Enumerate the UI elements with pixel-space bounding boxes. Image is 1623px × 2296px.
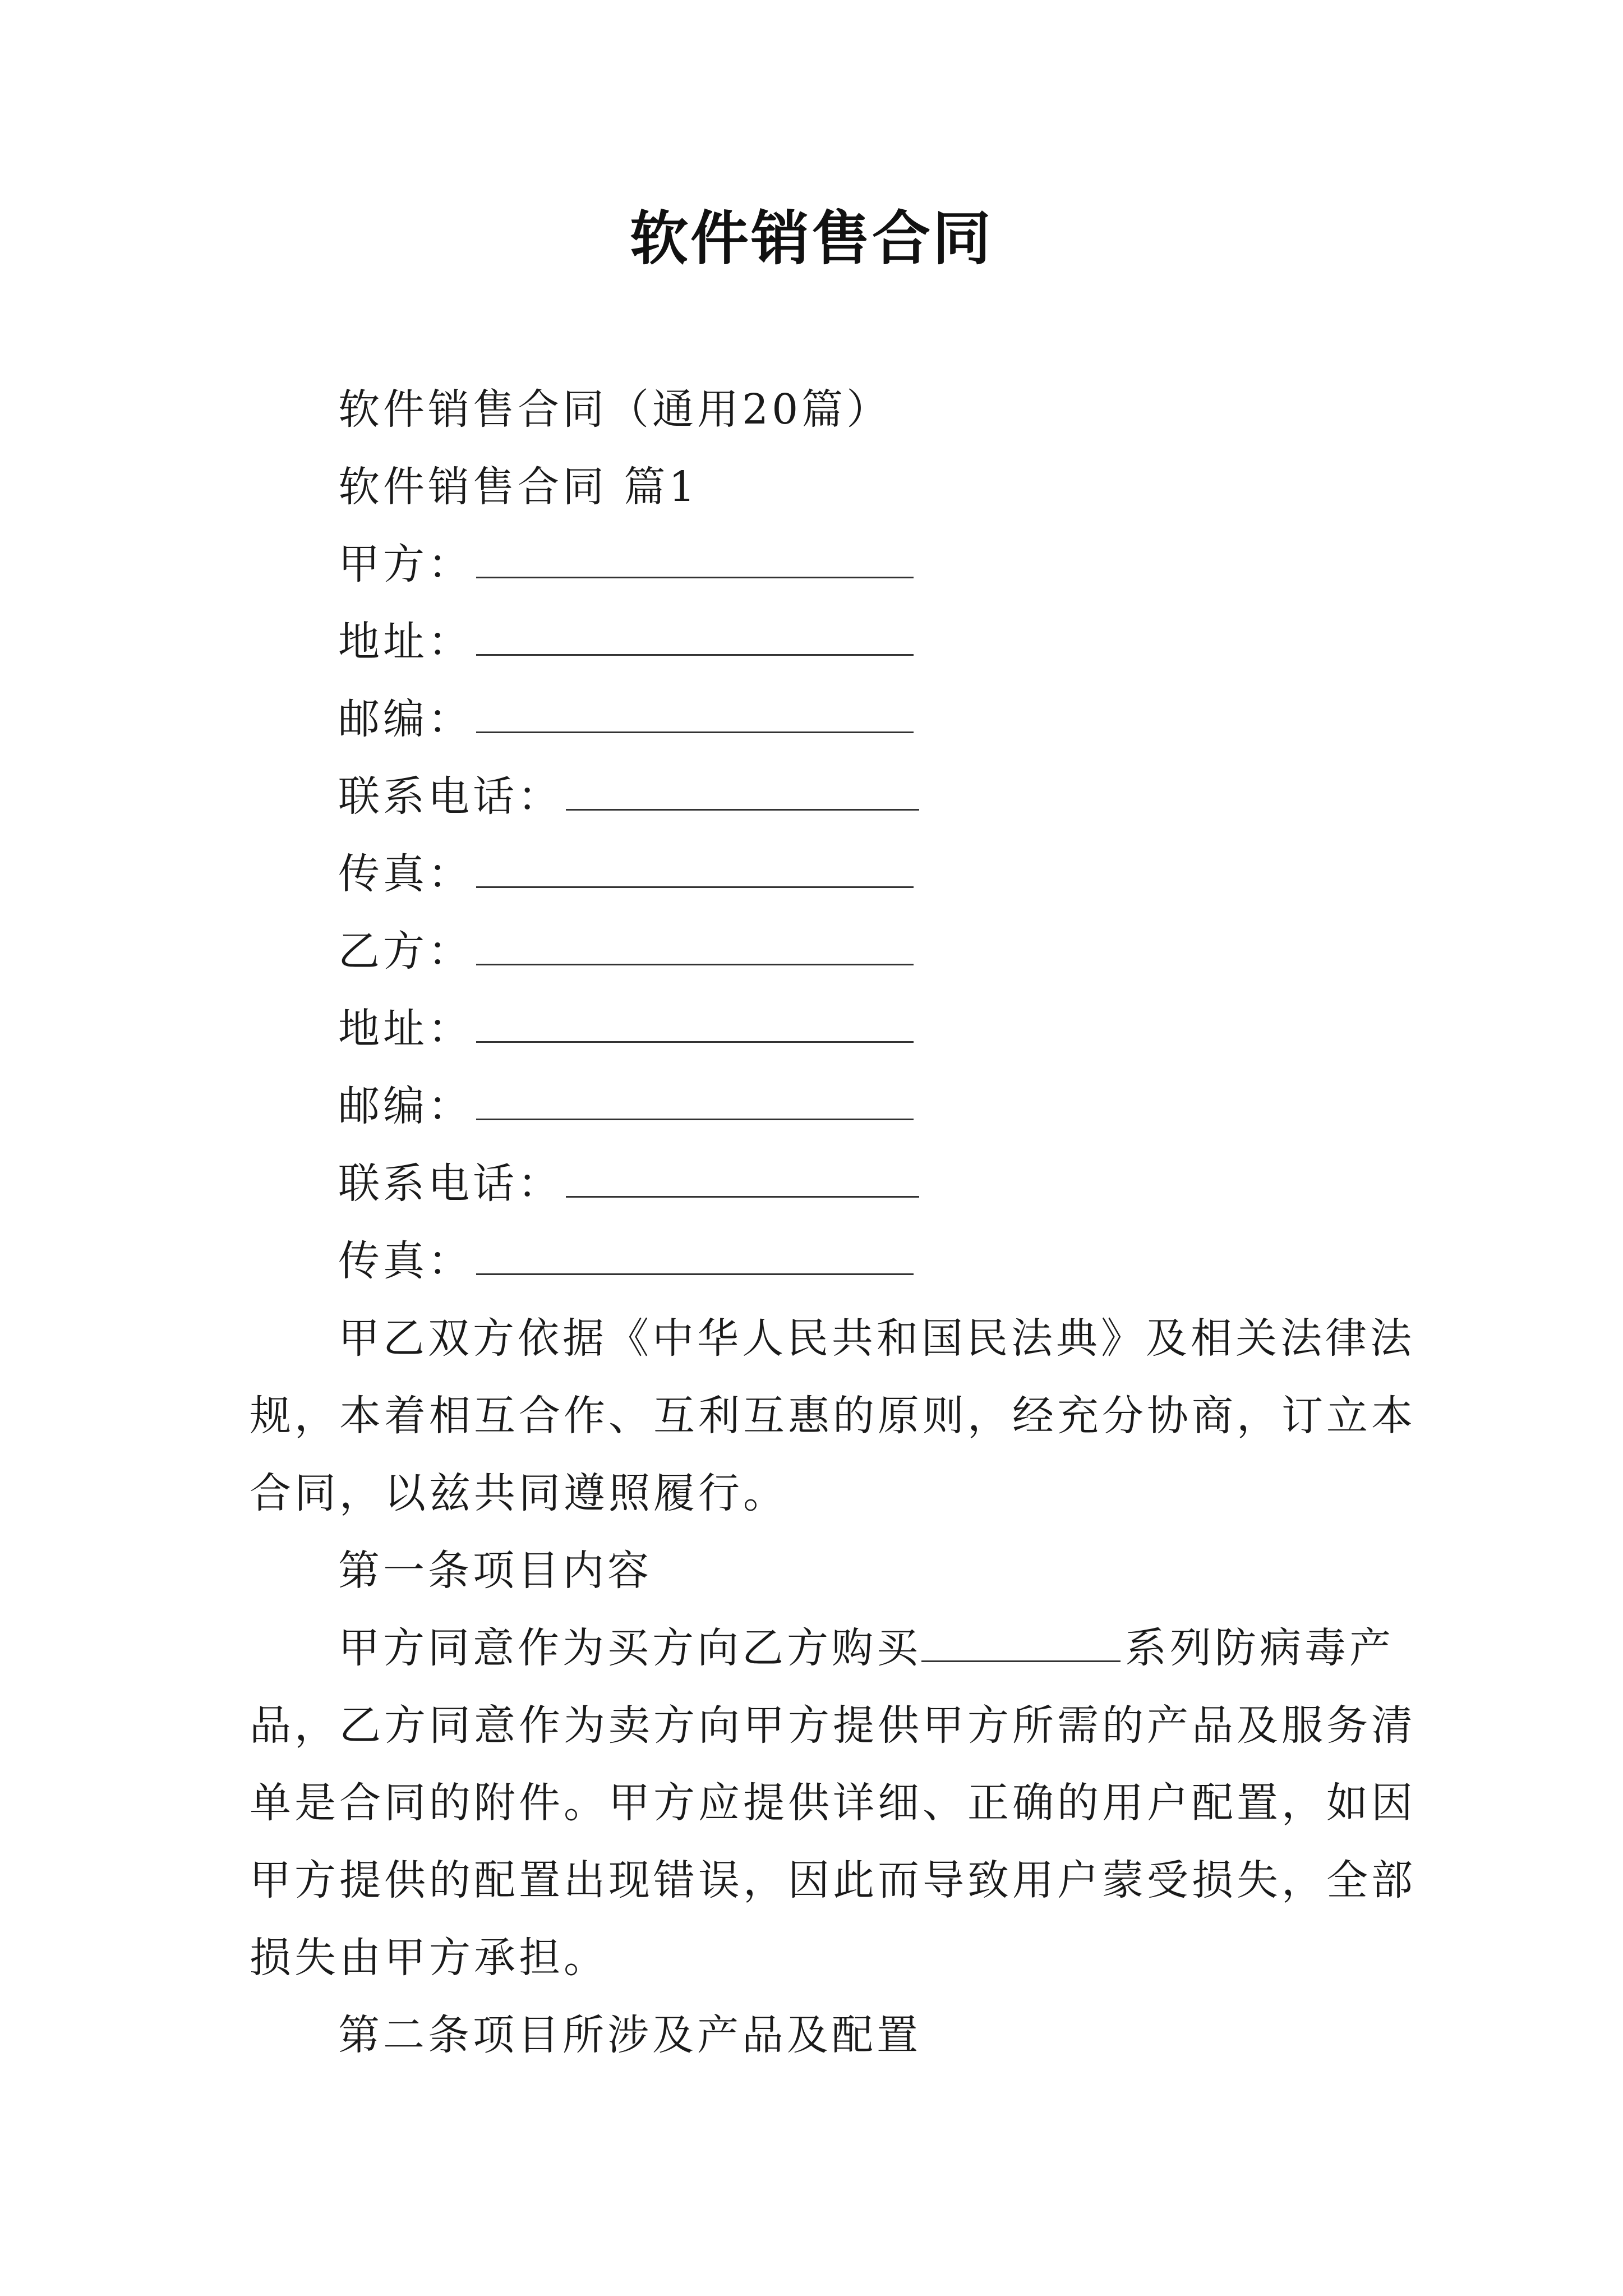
party-b-name-label: 乙方： xyxy=(338,927,473,976)
party-b-fax-blank xyxy=(476,1269,914,1275)
document-subtitle: 软件销售合同（通用20篇） xyxy=(338,385,892,434)
party-b-postcode-blank xyxy=(476,1114,914,1120)
party-a-fax-label: 传真： xyxy=(338,850,473,898)
party-a-postcode-label: 邮编： xyxy=(338,695,473,743)
party-b-name-blank xyxy=(476,959,914,965)
party-a-fax-field xyxy=(338,846,914,902)
party-b-fax-field xyxy=(338,1233,914,1289)
party-a-name-label: 甲方： xyxy=(338,540,473,588)
article-2-heading: 第二条项目所涉及产品及配置 xyxy=(338,2011,921,2059)
article-1-line-3: 单是合同的附件。甲方应提供详细、正确的用户配置，如因 xyxy=(250,1779,1416,1827)
party-b-phone-label: 联系电话： xyxy=(338,1159,562,1208)
article-1-line-5: 损失由甲方承担。 xyxy=(250,1934,608,1982)
document-title: 软件销售合同 xyxy=(629,204,993,273)
party-b-address-label: 地址： xyxy=(338,1005,473,1053)
article-1-line-2: 品，乙方同意作为卖方向甲方提供甲方所需的产品及服务清 xyxy=(250,1701,1416,1750)
party-b-phone-blank xyxy=(566,1191,919,1198)
party-b-name-field xyxy=(338,923,914,979)
party-b-phone-field xyxy=(338,1156,919,1212)
party-b-postcode-label: 邮编： xyxy=(338,1082,473,1130)
section-heading: 软件销售合同 篇1 xyxy=(338,463,699,511)
party-a-name-field xyxy=(338,536,914,592)
party-b-address-blank xyxy=(476,1037,914,1043)
preamble-line-3: 合同，以兹共同遵照履行。 xyxy=(250,1469,788,1517)
article-1-heading: 第一条项目内容 xyxy=(338,1547,652,1595)
party-a-phone-label: 联系电话： xyxy=(338,772,562,821)
party-b-address-field xyxy=(338,1001,914,1057)
article-1-line-1-before: 甲方同意作为买方向乙方购买 xyxy=(338,1624,921,1672)
article-1-line-1-after: 系列防病毒产 xyxy=(1125,1624,1394,1672)
article-1-line-1 xyxy=(338,1620,1394,1676)
party-a-address-blank xyxy=(476,650,914,656)
preamble-line-1: 甲乙双方依据《中华人民共和国民法典》及相关法律法 xyxy=(338,1314,1415,1363)
party-a-postcode-blank xyxy=(476,727,914,733)
party-b-fax-label: 传真： xyxy=(338,1237,473,1285)
party-b-postcode-field xyxy=(338,1078,914,1134)
party-a-address-label: 地址： xyxy=(338,618,473,666)
product-series-blank xyxy=(921,1656,1121,1662)
party-a-name-blank xyxy=(476,572,914,578)
party-a-phone-field xyxy=(338,769,919,825)
party-a-postcode-field xyxy=(338,691,914,747)
preamble-line-2: 规，本着相互合作、互利互惠的原则，经充分协商，订立本 xyxy=(250,1392,1416,1440)
party-a-fax-blank xyxy=(476,882,914,888)
party-a-phone-blank xyxy=(566,804,919,811)
party-a-address-field xyxy=(338,614,914,670)
article-1-line-4: 甲方提供的配置出现错误，因此而导致用户蒙受损失，全部 xyxy=(250,1856,1416,1904)
